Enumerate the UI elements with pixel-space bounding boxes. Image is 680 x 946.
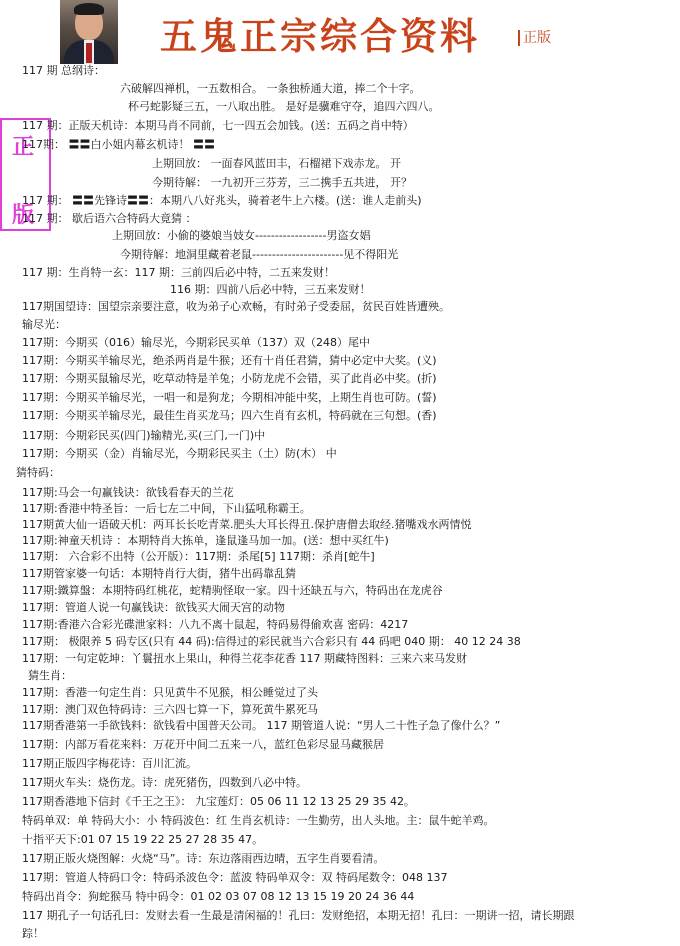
text-line: 117期：管道人特码口令：特码杀波色令：蓝波 特码单双令：双 特码尾数令：048 137	[22, 871, 448, 884]
text-line: 踪！	[22, 927, 44, 940]
text-line: 杯弓蛇影疑三五，一八取出胜。 是好是骥难守夺，追四六四八。	[128, 100, 440, 113]
section-heading: 猜生肖：	[28, 669, 72, 682]
text-line: 117 期：生肖特一玄：117 期：三前四后必中特，二五来发财！	[22, 266, 335, 279]
page-title: 五鬼正宗综合资料	[160, 14, 480, 58]
section-heading: 输尽光：	[22, 318, 66, 331]
text-line: 117期：今期买羊输尽光，绝杀两肖是牛猴；还有十肖任君猜，猜中必定中大奖。(义)	[22, 354, 437, 367]
text-line: 117期火车头：烧伤龙。诗：虎死猪伤，四数到八必中特。	[22, 776, 307, 789]
text-line: 117期：今期买（金）肖输尽光，今期彩民买主（土）防(木） 中	[22, 447, 337, 460]
text-line: 117 期 总纲诗：	[22, 64, 105, 77]
text-line: 117期:香港六合彩光碟泄家料：八九不离十鼠起，特码易得偷欢喜 密码：4217	[22, 618, 409, 631]
text-line: 117期:鐵算盤：本期特码红桃花，蛇精驹怪取一家。四十还缺五与六，特码出在龙虎谷	[22, 584, 443, 597]
text-line: 117期正版火烧图解：火烧“马”。诗：东边落雨西边晴，五字生肖要看清。	[22, 852, 385, 865]
stamp-char-bottom: 版	[12, 203, 35, 228]
text-line: 116 期：四前八后必中特，三五来发财！	[170, 283, 371, 296]
text-line: 特码单双：单 特码大小：小 特码波色：红 生肖玄机诗：一生勤劳，出人头地。主：鼠牛蛇羊鸡。	[22, 814, 495, 827]
text-line: 117期：今期买（016）输尽光，今期彩民买单（137）双（248）尾中	[22, 336, 370, 349]
text-line: 117 期：正版天机诗：本期马肖不同前，七一四五会加钱。(送：五码之肖中特）	[22, 119, 414, 132]
stamp-char-top: 正	[12, 135, 35, 160]
text-line: 117期：内部万看花来料：万花开中间二五来一八，蓝红色彩尽显马藏猴居	[22, 738, 384, 751]
text-line: 117期香港第一手欲钱料：欲钱看中国普天公司。 117 期管道人说：“男人二十性子急了像什么？”	[22, 719, 501, 732]
text-line: 117期：香港一句定生肖：只见黄牛不见猴，相公睡觉过了头	[22, 686, 318, 699]
text-line: 117期：一句定乾坤：丫鬟扭水上果山，种得兰花李花香 117 期藏特图料：三来六来马发财	[22, 652, 467, 665]
text-line: 十指平天下:01 07 15 19 22 25 27 28 35 47。	[22, 833, 264, 846]
text-line: 117期：今期买鼠输尽光，吃草动特是羊兔；小防龙虎不会错，买了此肖必中奖。(折)	[22, 372, 437, 385]
section-heading: 猜特码：	[16, 466, 60, 479]
text-line: 117期： 六合彩不出特（公开版）：117期：杀尾[5] 117期：杀肖[蛇牛]	[22, 550, 375, 563]
text-line: 117期黄大仙一语破天机：两耳长长吃青菜.肥头大耳长得丑.保护唐僧去取经.猪嘴戏水两情悦	[22, 518, 472, 531]
text-line: 117期： 〓〓白小姐内幕玄机诗！ 〓〓	[22, 138, 215, 151]
text-line: 117期：管道人说一句赢钱诀：欲钱买大闹天宫的动物	[22, 601, 285, 614]
text-line: 六破解四禅机，一五数相合。 一条独桥通大道，捧二个十字。	[120, 82, 421, 95]
text-line: 117 期： 〓〓先锋诗〓〓：本期八八好兆头，骑着老牛上六楼。(送：谁人走前头)	[22, 194, 422, 207]
text-line: 117期：今期买羊输尽光，一唱一和是狗龙；今期相冲能中奖，上期生肖也可防。(誓)	[22, 391, 437, 404]
text-line: 上期回放：小偷的婆娘当妓女------------------男盗女娼	[112, 229, 371, 242]
text-line: 117期:香港中特圣旨：一后七左二中间，下山猛吼称霸王。	[22, 502, 311, 515]
text-line: 117期：今期彩民买(四门)输精光,买(三门,一门)中	[22, 429, 266, 442]
text-line: 上期回放： 一面春风蓝田丰，石榴裙下戏赤龙。 开	[152, 157, 401, 170]
text-line: 117期香港地下信封《千王之王》： 九宝莲灯：05 06 11 12 13 25 29 35 42。	[22, 795, 415, 808]
text-line: 117期:神童天机诗 ：本期特肖大拣单，逢鼠逢马加一加。(送：想中买红牛)	[22, 534, 389, 547]
header	[0, 0, 680, 64]
text-line: 117期：澳门双色特码诗：三六四七算一下，算死黄牛累死马	[22, 703, 318, 716]
portrait-photo	[60, 0, 118, 64]
text-line: 117期国望诗：国望宗亲要注意，收为弟子心欢畅，有时弟子受委屈，贫民百姓皆遭殃。	[22, 300, 450, 313]
text-line: 今期待解： 一九初开三芬芳，三二携手五共进， 开？	[152, 176, 412, 189]
text-line: 117期:马会一句赢钱诀：欲钱看春天的兰花	[22, 486, 234, 499]
text-line: 117期管家婆一句话：本期特肖行大街，猪牛出码靠乱猜	[22, 567, 296, 580]
edition-label: 正版	[518, 30, 551, 46]
text-line: 117 期孔子一句话孔曰：发财去看一生最是清闲福的！孔曰：发财绝招，本期无招！孔曰：一期讲一招，请长期跟	[22, 909, 575, 922]
text-line: 特码出肖令：狗蛇猴马 特中码令：01 02 03 07 08 12 13 15 19 20 24 36 44	[22, 890, 415, 903]
text-line: 今期待解：地洞里藏着老鼠-----------------------见不得阳光	[120, 248, 399, 261]
text-line: 117期： 极限养 5 码专区(只有 44 码):信得过的彩民就当六合彩只有 44 码吧 040 期： 40 12 24 38	[22, 635, 521, 648]
text-line: 117期正版四字梅花诗：百川汇流。	[22, 757, 197, 770]
text-line: 117 期： 歇后语六合特码大竟猜 ：	[22, 212, 197, 225]
text-line: 117期：今期买羊输尽光，最佳生肖买龙马；四六生肖有玄机，特码就在三句想。(香)	[22, 409, 437, 422]
